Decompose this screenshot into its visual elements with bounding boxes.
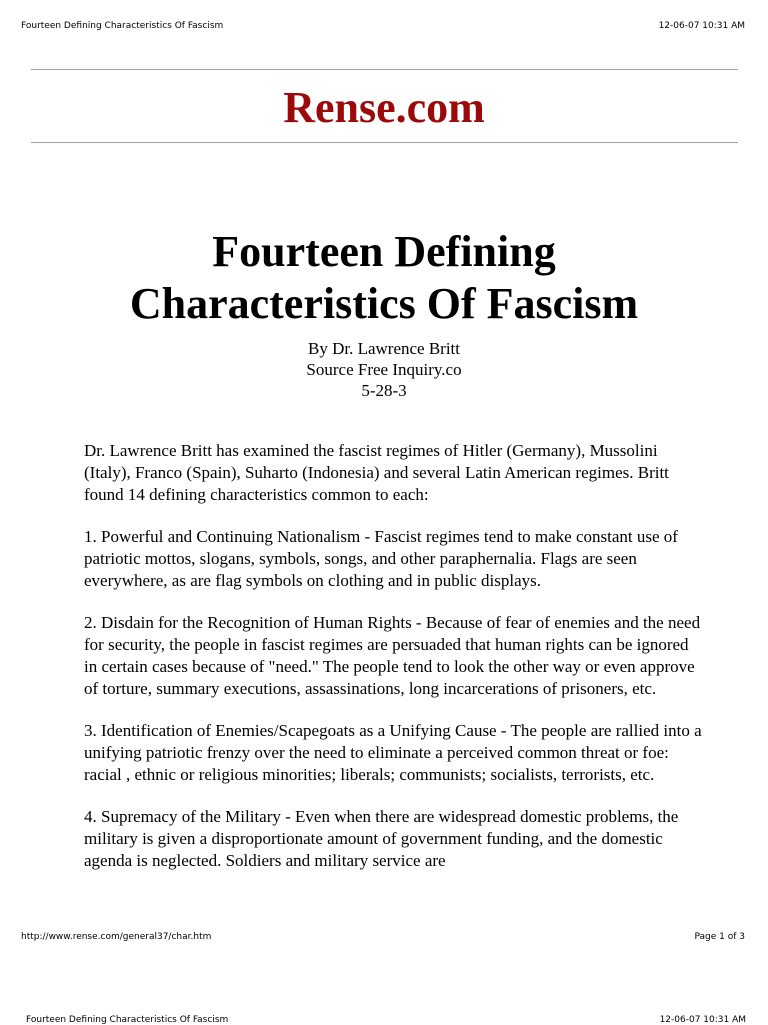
byline-source: Source Free Inquiry.co [306, 360, 462, 379]
characteristic-2: 2. Disdain for the Recognition of Human Rights - Because of fear of enemies and the need for security, the people in fascist regimes are persuaded that human rights can be ignored in certain cases because of "need." The people tend to look the other way or even approve of torture, summary executions, assassinations, long incarcerations of prisoners, etc. [84, 613, 701, 698]
print-header-datetime: 12-06-07 10:31 AM [658, 21, 745, 31]
top-divider [31, 69, 738, 70]
characteristic-4: 4. Supremacy of the Military - Even when there are widespread domestic problems, the military is given a disproportionate amount of government funding, and the domestic agenda is neglected. Soldiers and military service are [84, 807, 679, 870]
print-header-title: Fourteen Defining Characteristics Of Fascism [21, 21, 224, 31]
byline-author: By Dr. Lawrence Britt [307, 339, 460, 358]
next-page-header-datetime: 12-06-07 10:31 AM [659, 1015, 746, 1025]
byline [0, 338, 768, 401]
bottom-divider [31, 142, 738, 143]
intro-paragraph: Dr. Lawrence Britt has examined the fascist regimes of Hitler (Germany), Mussolini (Italy), Franco (Spain), Suharto (Indonesia) and several Latin American regimes. Britt found 14 defining characteristics common to each: [84, 441, 669, 504]
article-body [84, 440, 704, 892]
print-footer-page: Page 1 of 3 [694, 932, 745, 942]
next-page-header-title: Fourteen Defining Characteristics Of Fascism [26, 1015, 229, 1025]
characteristic-1: 1. Powerful and Continuing Nationalism - Fascist regimes tend to make constant use of patriotic mottos, slogans, symbols, songs, and other paraphernalia. Flags are seen everywhere, as are flag symbols on clothing and in public displays. [84, 527, 678, 590]
site-logo[interactable]: Rense.com [283, 83, 485, 132]
article-title [0, 226, 768, 330]
byline-date: 5-28-3 [361, 381, 407, 400]
print-footer-url[interactable]: http://www.rense.com/general37/char.htm [21, 932, 212, 942]
article-title-line-2: Characteristics Of Fascism [129, 279, 639, 328]
characteristic-3: 3. Identification of Enemies/Scapegoats as a Unifying Cause - The people are rallied into a unifying patriotic frenzy over the need to eliminate a perceived common threat or foe: racial , ethnic or religious minorities; liberals; communists; socialists, terrorists, etc. [84, 721, 702, 784]
article-title-line-1: Fourteen Defining [212, 227, 556, 276]
